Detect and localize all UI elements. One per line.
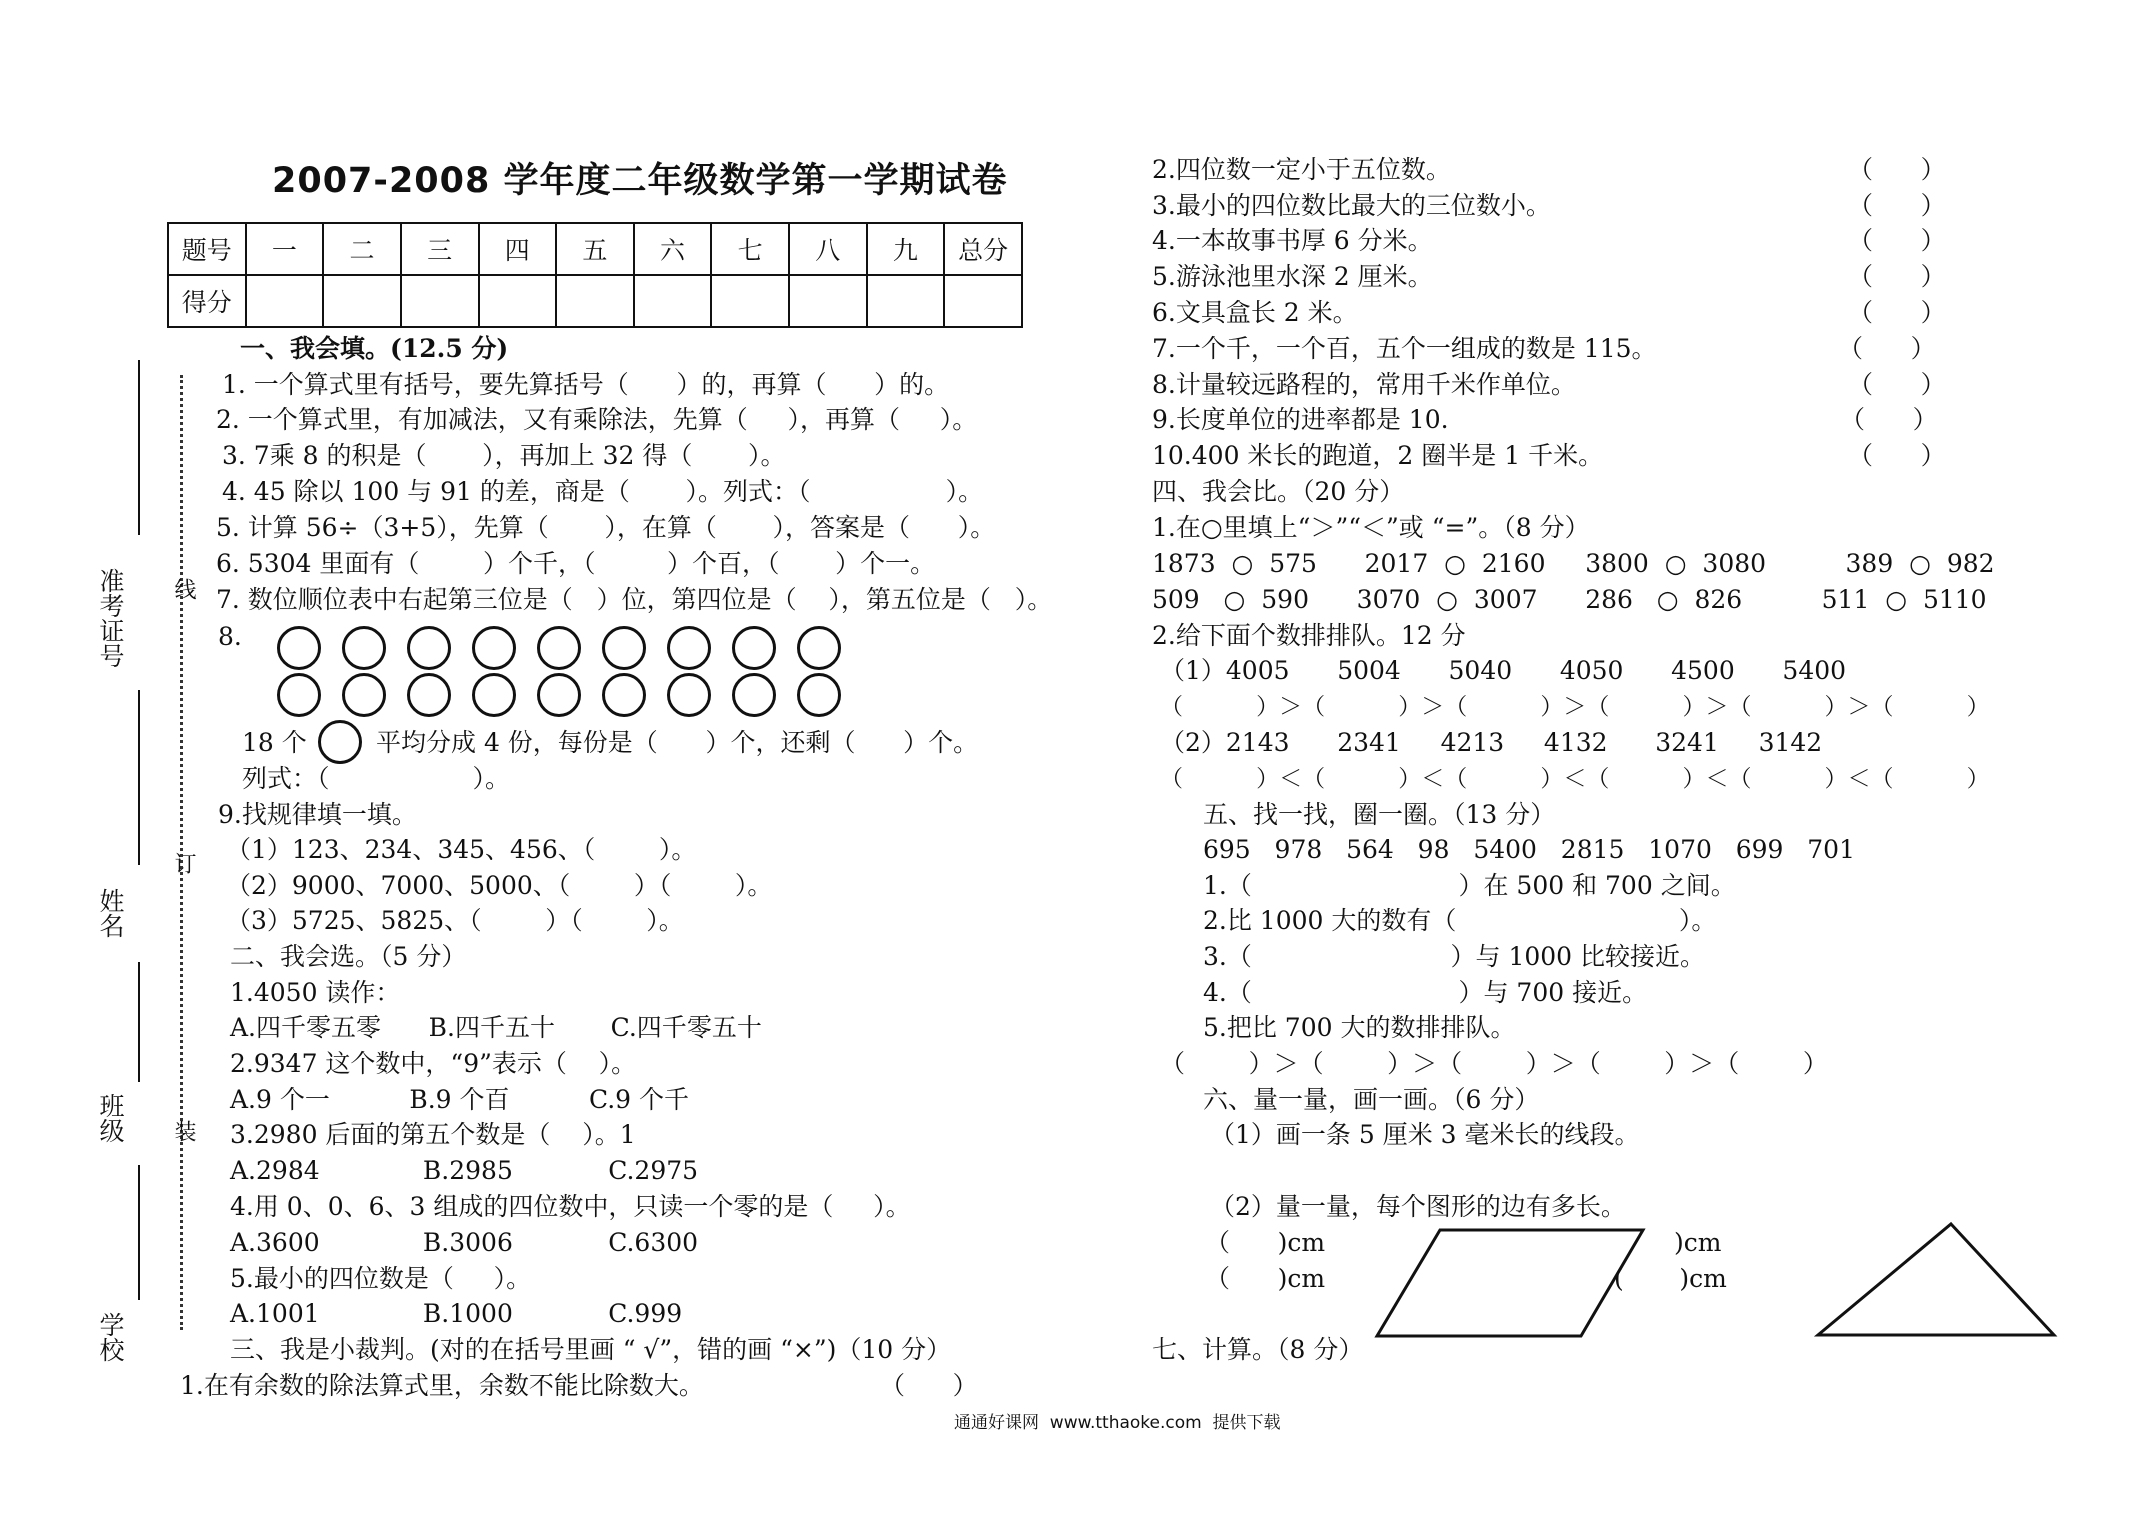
circle-shape (537, 673, 581, 717)
fill-question-8-number: 8. (218, 622, 242, 651)
score-header-cell: 总分 (944, 223, 1022, 275)
find-question-3: 3.（ ）与 1000 比较接近。 (1203, 942, 1706, 971)
fill-question-4: 4. 45 除以 100 与 91 的差，商是（ ）。列式：（ ）。 (222, 477, 984, 506)
score-cell[interactable] (556, 275, 634, 327)
circle-shape (407, 673, 451, 717)
sort-instruction: 2.给下面个数排排队。12 分 (1152, 621, 1466, 650)
circle-shape (318, 720, 362, 764)
choice-question-4: 4.用 0、0、6、3 组成的四位数中，只读一个零的是（ ）。 (230, 1192, 911, 1221)
judge-question-1: 1.在有余数的除法算式里，余数不能比除数大。 (180, 1371, 704, 1400)
score-cell[interactable] (867, 275, 945, 327)
score-header-cell: 三 (401, 223, 479, 275)
judge-question-5: 5.游泳池里水深 2 厘米。 (1152, 262, 1433, 291)
judge-answer-paren[interactable]: （ ） (1848, 226, 1946, 255)
fill-question-9-2: （2）9000、7000、5000、（ ）（ ）。 (226, 871, 773, 900)
score-cell[interactable] (634, 275, 712, 327)
score-cell[interactable] (246, 275, 324, 327)
measure-answer-cm[interactable]: ( )cm (1614, 1264, 1727, 1293)
fill-question-7: 7. 数位顺位表中右起第三位是（ ）位，第四位是（ ），第五位是（ ）。 (216, 585, 1053, 614)
circle-shape (277, 626, 321, 670)
judge-answer-paren[interactable]: （ ） (1848, 298, 1946, 327)
judge-question-6: 6.文具盒长 2 米。 (1152, 298, 1358, 327)
score-row-label: 得分 (168, 275, 246, 327)
circle-shape (472, 673, 516, 717)
parallelogram-figure (1375, 1228, 1645, 1338)
find-question-2: 2.比 1000 大的数有（ ）。 (1203, 906, 1717, 935)
section-6-title: 六、量一量，画一画。（6 分） (1203, 1085, 1540, 1114)
judge-answer-paren[interactable]: （ ） (1840, 405, 1938, 434)
fill-question-9-1: （1）123、234、345、456、（ ）。 (226, 835, 697, 864)
score-header-cell: 五 (556, 223, 634, 275)
find-number-list: 695 978 564 98 5400 2815 1070 699 701 (1203, 835, 1855, 864)
choice-question-4-options: A.3600 B.3006 C.6300 (230, 1228, 699, 1257)
fill-question-9-3: （3）5725、5825、（ ）（ ）。 (226, 906, 684, 935)
circle-shape (407, 626, 451, 670)
measure-question-1: （1）画一条 5 厘米 3 毫米长的线段。 (1210, 1120, 1640, 1149)
find-question-5: 5.把比 700 大的数排排队。 (1203, 1013, 1516, 1042)
fill-question-8-text: 平均分成 4 份，每份是（ ）个，还剩（ ）个。 (376, 728, 979, 757)
binding-line-mark: 线 (171, 578, 196, 600)
fill-question-9: 9.找规律填一填。 (218, 800, 417, 829)
score-header-cell: 七 (711, 223, 789, 275)
score-header-cell: 八 (789, 223, 867, 275)
fill-question-3: 3. 7乘 8 的积是（ ），再加上 32 得（ ）。 (222, 441, 786, 470)
measure-answer-cm[interactable]: （ )cm (1205, 1228, 1326, 1257)
score-table (167, 222, 1023, 328)
section-1-title: 一、我会填。(12.5 分) (240, 334, 509, 363)
judge-answer-paren[interactable]: （ ） (1848, 370, 1946, 399)
choice-question-1: 1.4050 读作： (230, 978, 401, 1007)
score-cell[interactable] (479, 275, 557, 327)
sort-question-2: （2）2143 2341 4213 4132 3241 3142 (1160, 728, 1823, 757)
section-4-title: 四、我会比。（20 分） (1152, 477, 1405, 506)
circle-shape (667, 626, 711, 670)
page-title: 2007-2008 学年度二年级数学第一学期试卷 (272, 161, 1008, 201)
compare-instruction: 1.在○里填上“＞”“＜”或 “=”。（8 分） (1152, 513, 1590, 542)
circle-shape (797, 626, 841, 670)
binding-staple-mark: 装 (171, 1120, 196, 1142)
sidebar-class-label: 班级 (96, 1093, 125, 1143)
find-question-4: 4.（ ）与 700 接近。 (1203, 978, 1648, 1007)
circle-row (277, 673, 841, 717)
score-cell[interactable] (944, 275, 1022, 327)
sort-answer-1[interactable]: （ ）＞（ ）＞（ ）＞（ ）＞（ ）＞（ ） (1160, 694, 1990, 720)
judge-question-4: 4.一本故事书厚 6 分米。 (1152, 226, 1433, 255)
sidebar-exam-id-label: 准考证号 (96, 568, 125, 668)
score-header-cell: 一 (246, 223, 324, 275)
score-header-cell: 九 (867, 223, 945, 275)
measure-question-2: （2）量一量，每个图形的边有多长。 (1210, 1192, 1626, 1221)
circle-shape (342, 673, 386, 717)
section-2-title: 二、我会选。（5 分） (230, 942, 467, 971)
score-header-cell: 四 (479, 223, 557, 275)
choice-question-2-options: A.9 个一 B.9 个百 C.9 个千 (230, 1085, 689, 1114)
judge-question-3: 3.最小的四位数比最大的三位数小。 (1152, 191, 1551, 220)
measure-answer-cm[interactable]: )cm (1674, 1228, 1722, 1257)
circle-shape (732, 673, 776, 717)
judge-answer-paren[interactable]: （ ） (1848, 155, 1946, 184)
fill-question-8-prefix: 18 个 (242, 728, 307, 757)
circle-shape (732, 626, 776, 670)
choice-question-3-options: A.2984 B.2985 C.2975 (230, 1156, 699, 1185)
choice-question-2: 2.9347 这个数中，“9”表示（ ）。 (230, 1049, 637, 1078)
sidebar-rule (138, 690, 140, 865)
judge-question-7: 7.一个千，一个百，五个一组成的数是 115。 (1152, 334, 1657, 363)
fill-question-8-formula: 列式：（ ）。 (242, 764, 511, 793)
compare-row-1: 1873 ○ 575 2017 ○ 2160 3800 ○ 3080 389 ○ 982 (1152, 549, 1995, 578)
circle-shape (797, 673, 841, 717)
judge-question-10: 10.400 米长的跑道，2 圈半是 1 千米。 (1152, 441, 1604, 470)
fill-question-5: 5. 计算 56÷（3+5），先算（ ），在算（ ），答案是（ ）。 (216, 513, 996, 542)
measure-answer-cm[interactable]: （ )cm (1205, 1264, 1326, 1293)
score-table-header-row (168, 223, 1022, 275)
sidebar-rule (138, 1165, 140, 1300)
circle-shape (602, 673, 646, 717)
fill-question-6: 6. 5304 里面有（ ）个千，（ ）个百，（ ）个一。 (216, 549, 936, 578)
section-7-title: 七、计算。（8 分） (1152, 1335, 1364, 1364)
binding-bind-mark: 订 (171, 852, 196, 874)
find-question-1: 1.（ ）在 500 和 700 之间。 (1203, 871, 1736, 900)
judge-question-8: 8.计量较远路程的，常用千米作单位。 (1152, 370, 1576, 399)
triangle-figure (1816, 1222, 2056, 1338)
judge-question-9: 9.长度单位的进率都是 10. (1152, 405, 1449, 434)
sidebar-school-label: 学校 (96, 1312, 125, 1362)
score-cell[interactable] (323, 275, 401, 327)
section-3-title: 三、我是小裁判。(对的在括号里画 “ √”，错的画 “×”)（10 分） (230, 1335, 952, 1364)
score-cell[interactable] (789, 275, 867, 327)
score-cell[interactable] (711, 275, 789, 327)
judge-answer-paren[interactable]: （ ） (880, 1371, 978, 1400)
choice-question-1-options: A.四千零五零 B.四千五十 C.四千零五十 (230, 1013, 762, 1042)
footer-source: 通通好课网 www.tthaoke.com 提供下载 (954, 1413, 1281, 1433)
circle-shape (667, 673, 711, 717)
judge-question-2: 2.四位数一定小于五位数。 (1152, 155, 1451, 184)
score-header-cell: 题号 (168, 223, 246, 275)
score-header-cell: 二 (323, 223, 401, 275)
judge-answer-paren[interactable]: （ ） (1838, 334, 1936, 363)
choice-question-5-options: A.1001 B.1000 C.999 (230, 1299, 683, 1328)
circle-shape (472, 626, 516, 670)
judge-answer-paren[interactable]: （ ） (1848, 441, 1946, 470)
judge-answer-paren[interactable]: （ ） (1848, 262, 1946, 291)
sort-answer-2[interactable]: （ ）＜（ ）＜（ ）＜（ ）＜（ ）＜（ ） (1160, 766, 1990, 792)
circle-shape (602, 626, 646, 670)
fill-question-2: 2. 一个算式里，有加减法，又有乘除法，先算（ ），再算（ ）。 (216, 405, 978, 434)
circle-shape (537, 626, 581, 670)
circle-row (277, 626, 841, 670)
sidebar-rule (138, 962, 140, 1082)
choice-question-3: 3.2980 后面的第五个数是（ ）。1 (230, 1120, 636, 1149)
sidebar-rule (138, 360, 140, 535)
choice-question-5: 5.最小的四位数是（ ）。 (230, 1264, 532, 1293)
circle-shape (277, 673, 321, 717)
fill-question-1: 1. 一个算式里有括号，要先算括号（ ）的，再算（ ）的。 (222, 370, 950, 399)
circle-shape (342, 626, 386, 670)
compare-row-2: 509 ○ 590 3070 ○ 3007 286 ○ 826 511 ○ 5110 (1152, 585, 1987, 614)
find-answer-5[interactable]: （ ）＞（ ）＞（ ）＞（ ）＞（ ） (1160, 1049, 1828, 1078)
score-table-score-row (168, 275, 1022, 327)
sidebar-name-label: 姓名 (96, 888, 125, 938)
score-cell[interactable] (401, 275, 479, 327)
judge-answer-paren[interactable]: （ ） (1848, 191, 1946, 220)
score-header-cell: 六 (634, 223, 712, 275)
sort-question-1: （1）4005 5004 5040 4050 4500 5400 (1160, 656, 1847, 685)
section-5-title: 五、找一找，圈一圈。（13 分） (1203, 800, 1556, 829)
